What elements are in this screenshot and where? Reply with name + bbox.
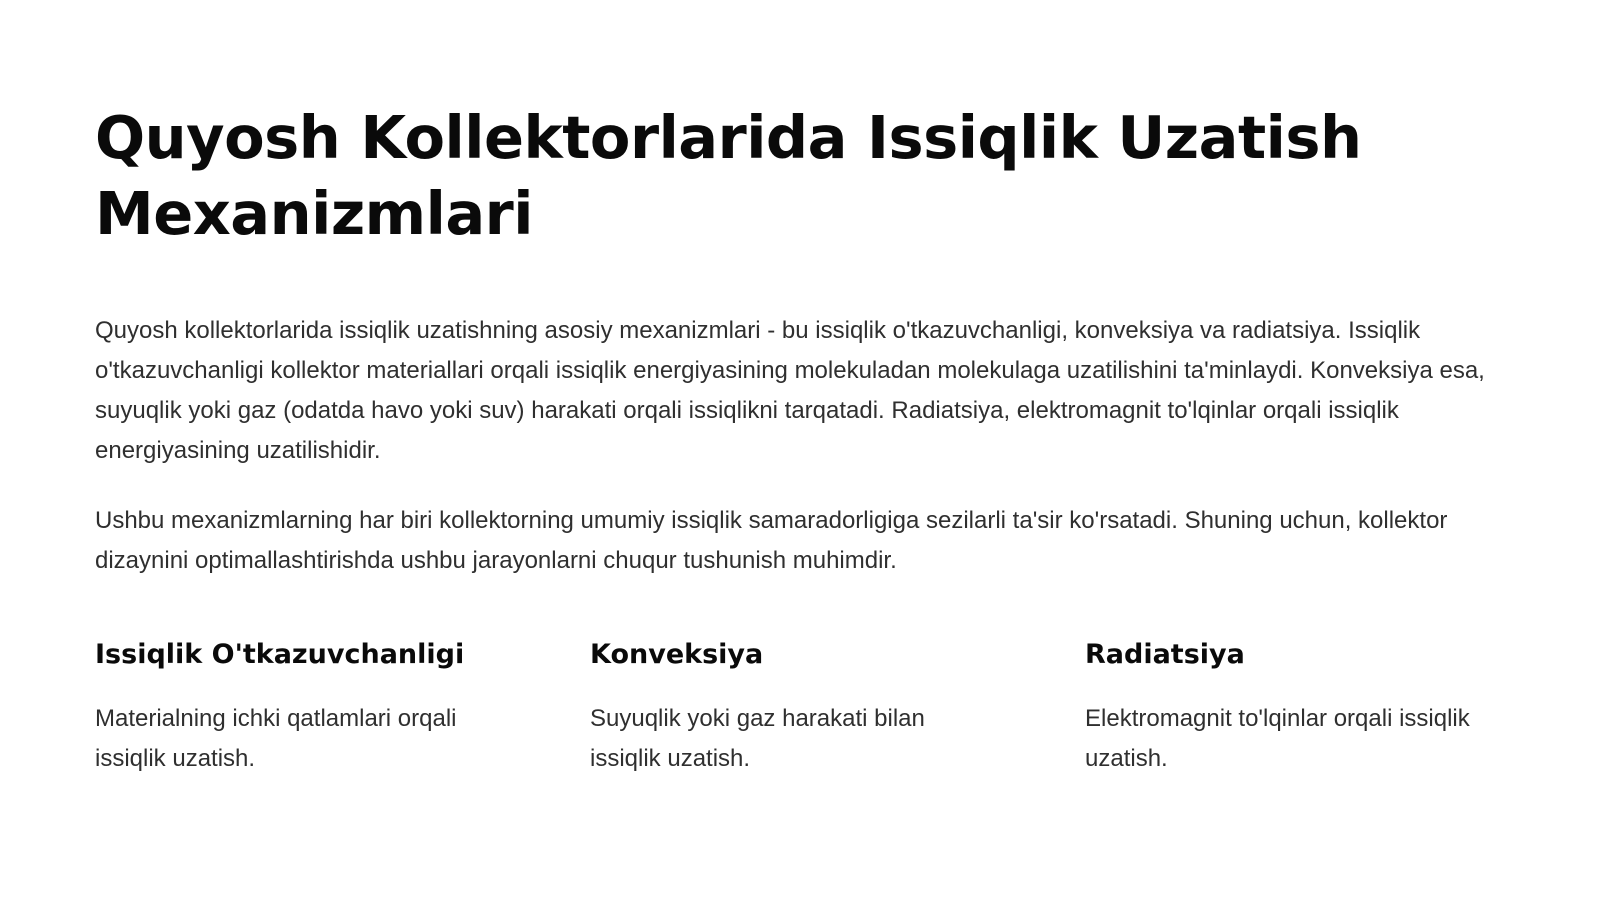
mechanism-title: Konveksiya — [590, 639, 764, 670]
slide — [95, 100, 1525, 779]
page-title: Quyosh Kollektorlarida Issiqlik Uzatish Mexanizmlari — [95, 103, 1362, 248]
mechanism-title: Radiatsiya — [1085, 639, 1245, 670]
mechanism-title: Issiqlik O'tkazuvchanligi — [95, 639, 465, 670]
mechanism-description: Materialning ichki qatlamlari orqali issiqlik uzatish. — [95, 705, 457, 772]
mechanism-conduction — [95, 635, 590, 779]
mechanism-radiation — [1085, 635, 1525, 779]
intro-paragraph: Quyosh kollektorlarida issiqlik uzatishning asosiy mexanizmlari - bu issiqlik o'tkazuvchanligi, konveksiya va radiatsiya. Issiqlik o'tkazuvchanligi kollektor materiallari orqali issiqlik energiyasining molekuladan molekulaga uzatilishini ta'minlaydi. Konveksiya esa, suyuqlik yoki gaz (odatda havo yoki suv) harakati orqali issiqlikni tarqatadi. Radiatsiya, elektromagnit to'lqinlar orqali issiqlik energiyasining uzatilishidir. — [95, 317, 1485, 464]
mechanism-convection — [590, 635, 1085, 779]
mechanism-description: Suyuqlik yoki gaz harakati bilan issiqlik uzatish. — [590, 705, 925, 772]
mechanism-description: Elektromagnit to'lqinlar orqali issiqlik uzatish. — [1085, 705, 1470, 772]
mechanisms-columns — [95, 635, 1525, 779]
summary-paragraph: Ushbu mexanizmlarning har biri kollektorning umumiy issiqlik samaradorligiga sezilarli ta'sir ko'rsatadi. Shuning uchun, kollektor dizaynini optimallashtirishda ushbu jarayonlarni chuqur tushunish muhimdir. — [95, 507, 1448, 574]
